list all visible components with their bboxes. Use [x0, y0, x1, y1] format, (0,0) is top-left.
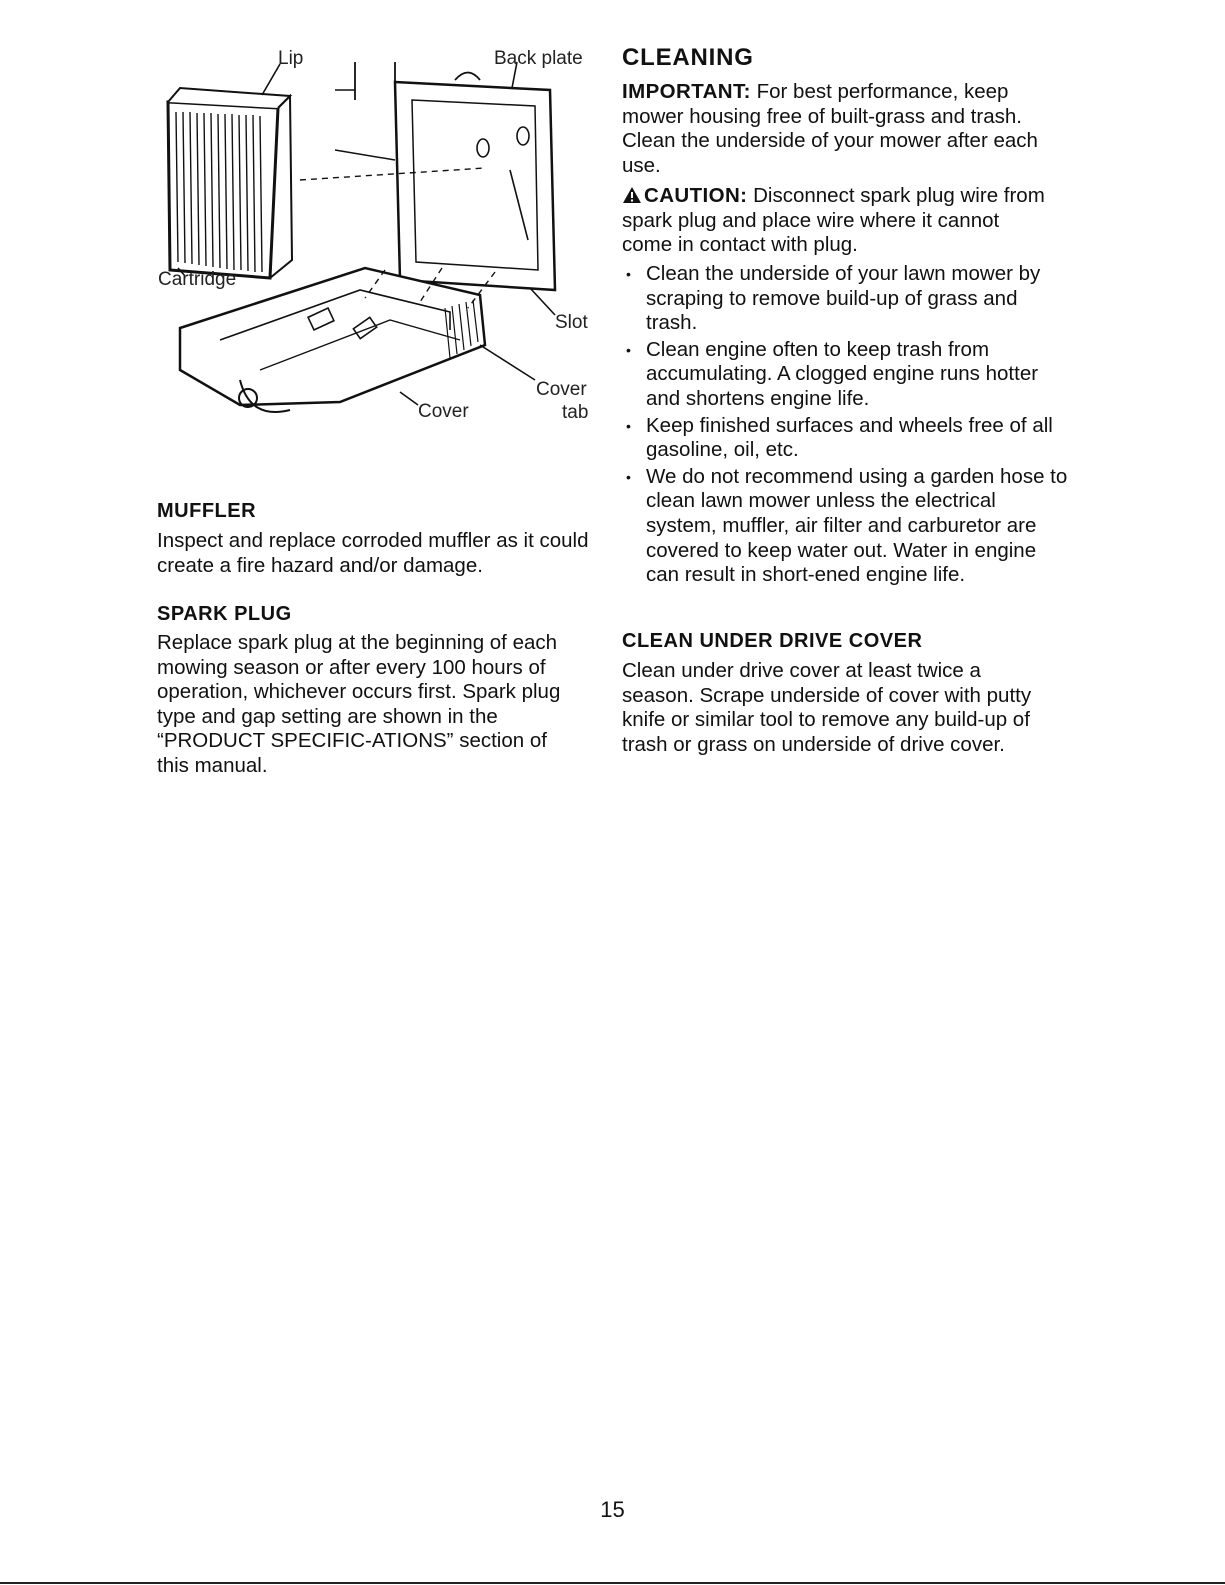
spark-plug-text: Replace spark plug at the beginning of each mowing season or after every 100 hours of operation, whichever occurs first. Spark plug type and gap setting are shown in the “PRODUCT SPECIFIC-ATIONS” section of this manual. — [157, 631, 561, 777]
warning-triangle-icon — [622, 186, 642, 204]
label-cover-tab-line1: Cover — [536, 379, 587, 400]
important-label: IMPORTANT: — [622, 80, 751, 103]
label-cover-tab-line2: tab — [562, 402, 589, 423]
spark-plug-heading: SPARK PLUG — [157, 603, 292, 625]
bottom-rule — [0, 1582, 1225, 1584]
muffler-heading: MUFFLER — [157, 500, 257, 522]
page-number: 15 — [600, 1497, 625, 1522]
list-item: • Keep finished surfaces and wheels free of all gasoline, oil, etc. — [622, 414, 1072, 463]
label-slot: Slot — [555, 312, 588, 333]
drive-cover-heading: CLEAN UNDER DRIVE COVER — [622, 630, 923, 652]
important-paragraph — [622, 80, 1042, 178]
label-lip: Lip — [278, 48, 304, 69]
caution-paragraph — [622, 184, 1052, 258]
air-filter-diagram — [150, 40, 600, 440]
drive-cover-text: Clean under drive cover at least twice a season. Scrape underside of cover with putty knife or similar tool to remove any build-up of trash or grass on underside of drive cover. — [622, 659, 1032, 756]
caution-text: Disconnect spark plug wire from spark plug and place wire where it cannot come in contact with plug. — [622, 184, 1045, 257]
list-item: • We do not recommend using a garden hose to clean lawn mower unless the electrical system, muffler, air filter and carburetor are covered to keep water out. Water in engine can result in short-ened engine life. — [622, 465, 1072, 588]
important-text: For best performance, keep mower housing free of built-grass and trash. Clean the underside of your mower after each use. — [622, 80, 1038, 177]
back-plate-shape — [395, 82, 555, 290]
caution-label: CAUTION: — [644, 184, 748, 207]
list-item: • Clean engine often to keep trash from accumulating. A clogged engine runs hotter and shortens engine life. — [622, 338, 1072, 412]
cleaning-heading: CLEANING — [622, 44, 754, 71]
label-cartridge: Cartridge — [158, 269, 237, 290]
list-item: • Clean the underside of your lawn mower by scraping to remove build-up of grass and trash. — [622, 262, 1072, 336]
label-cover: Cover — [418, 401, 469, 422]
label-back-plate: Back plate — [494, 48, 583, 69]
muffler-text: Inspect and replace corroded muffler as it could create a fire hazard and/or damage. — [157, 529, 589, 577]
cleaning-bullet-list — [622, 262, 1072, 590]
